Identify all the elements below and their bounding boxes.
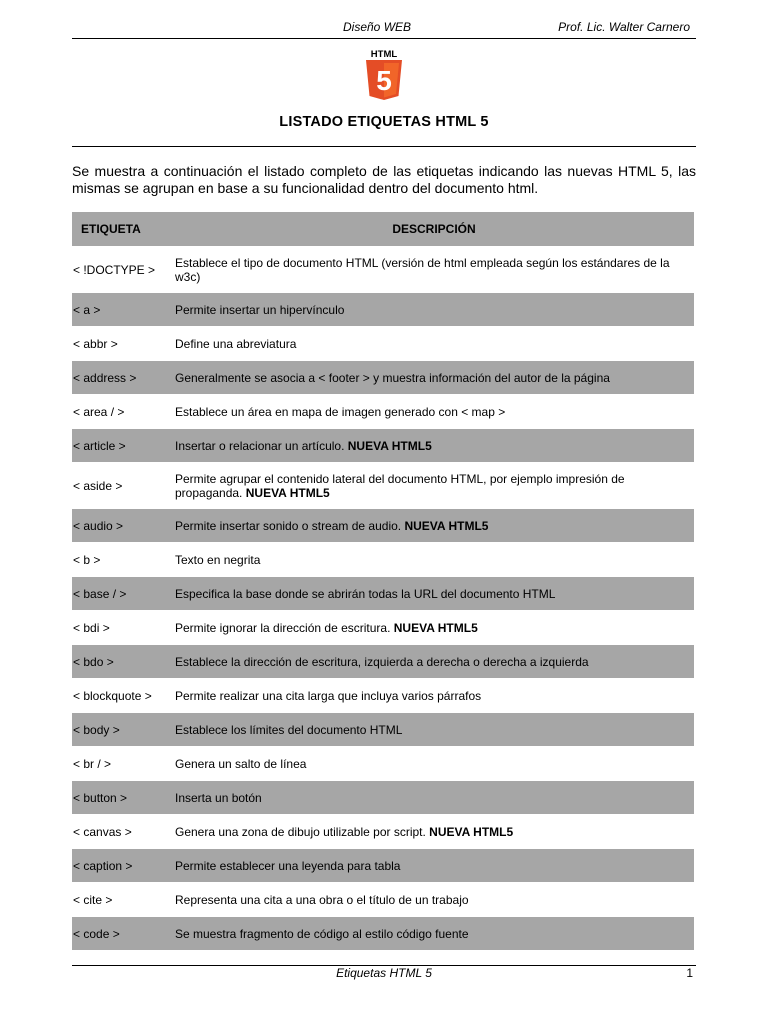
intro-paragraph: Se muestra a continuación el listado completo de las etiquetas indicando las nuevas HTML 5, las mismas se agrupan en base a su funcionalidad dentro del documento html. [72,163,696,196]
page-title: LISTADO ETIQUETAS HTML 5 [279,114,489,130]
row-description [174,395,694,429]
row-tag: < bdi > [72,611,174,645]
row-tag: < article > [72,429,174,463]
row-description-text: Se muestra fragmento de código al estilo código fuente [175,926,469,941]
row-description [174,611,694,645]
row-description-text: Insertar o relacionar un artículo. [175,438,348,453]
table-row [72,509,694,543]
row-description [174,577,694,611]
row-description [174,883,694,917]
table-row [72,679,694,713]
table-row [72,611,694,645]
table-header-row [72,212,694,247]
table-row [72,577,694,611]
row-description-text: Permite realizar una cita larga que incluya varios párrafos [175,688,482,703]
table-row [72,543,694,577]
row-description [174,429,694,463]
row-tag: < base / > [72,577,174,611]
row-tag: < code > [72,917,174,951]
row-description [174,645,694,679]
table-row [72,463,694,509]
row-description-text: Permite establecer una leyenda para tabla [175,858,401,873]
table-row [72,361,694,395]
row-tag: < address > [72,361,174,395]
row-description [174,781,694,815]
row-description-text: Texto en negrita [175,552,261,567]
row-description-text: Permite agrupar el contenido lateral del documento HTML, por ejemplo impresión de propaganda. [175,471,625,500]
row-tag: < body > [72,713,174,747]
row-description-text: Genera una zona de dibujo utilizable por script. [175,824,430,839]
row-description [174,361,694,395]
title-rule [72,146,696,147]
row-description-text: Inserta un botón [175,790,262,805]
row-description-text: Permite ignorar la dirección de escritura. [175,620,394,635]
table-row [72,883,694,917]
row-description-text: Define una abreviatura [175,336,297,351]
row-description-text: Permite insertar sonido o stream de audio. [175,518,405,533]
row-tag: < audio > [72,509,174,543]
table-row [72,849,694,883]
tags-table [72,212,694,951]
row-description [174,463,694,509]
row-description-text: Especifica la base donde se abrirán todas la URL del documento HTML [175,586,556,601]
row-description [174,247,694,293]
row-description [174,679,694,713]
table-row [72,917,694,951]
header-right: Prof. Lic. Walter Carnero [558,20,690,34]
row-tag: < blockquote > [72,679,174,713]
table-row [72,747,694,781]
row-description [174,917,694,951]
new-html5-badge: NUEVA HTML5 [245,485,330,500]
row-description-text: Establece un área en mapa de imagen generado con < map > [175,404,506,419]
row-description-text: Permite insertar un hipervínculo [175,302,345,317]
html5-logo-text: HTML [370,49,398,60]
header-left: Diseño WEB [343,20,412,34]
new-html5-badge: NUEVA HTML5 [347,438,432,453]
table-row [72,327,694,361]
row-description [174,327,694,361]
row-description [174,293,694,327]
row-description-text: Genera un salto de línea [175,756,307,771]
new-html5-badge: NUEVA HTML5 [429,824,514,839]
table-row [72,247,694,293]
table-row [72,713,694,747]
row-tag: < b > [72,543,174,577]
row-tag: < area / > [72,395,174,429]
row-tag: < cite > [72,883,174,917]
row-description-text: Establece los límites del documento HTML [175,722,403,737]
header-rule [72,38,696,39]
table-row [72,781,694,815]
row-tag: < abbr > [72,327,174,361]
row-tag: < caption > [72,849,174,883]
table-row [72,293,694,327]
row-description [174,815,694,849]
table-row [72,395,694,429]
row-description-text: Establece la dirección de escritura, izquierda a derecha o derecha a izquierda [175,654,589,669]
row-description [174,713,694,747]
row-tag: < br / > [72,747,174,781]
new-html5-badge: NUEVA HTML5 [393,620,478,635]
footer-title: Etiquetas HTML 5 [336,966,432,980]
row-description [174,543,694,577]
row-description [174,747,694,781]
row-tag: < canvas > [72,815,174,849]
row-description-text: Generalmente se asocia a < footer > y muestra información del autor de la página [175,370,610,385]
row-tag: < aside > [72,463,174,509]
row-description-text: Establece el tipo de documento HTML (versión de html empleada según los estándares de la w3c) [175,255,670,284]
row-tag: < bdo > [72,645,174,679]
row-tag: < a > [72,293,174,327]
row-tag: < button > [72,781,174,815]
table-row [72,429,694,463]
column-header-description: DESCRIPCIÓN [174,212,694,247]
page-number: 1 [686,966,693,980]
new-html5-badge: NUEVA HTML5 [404,518,489,533]
column-header-tag: ETIQUETA [72,212,174,247]
table-row [72,815,694,849]
html5-logo-number: 5 [376,65,392,96]
table-row [72,645,694,679]
row-description [174,849,694,883]
row-description [174,509,694,543]
html5-logo [363,47,405,103]
row-tag: < !DOCTYPE > [72,247,174,293]
row-description-text: Representa una cita a una obra o el título de un trabajo [175,892,469,907]
